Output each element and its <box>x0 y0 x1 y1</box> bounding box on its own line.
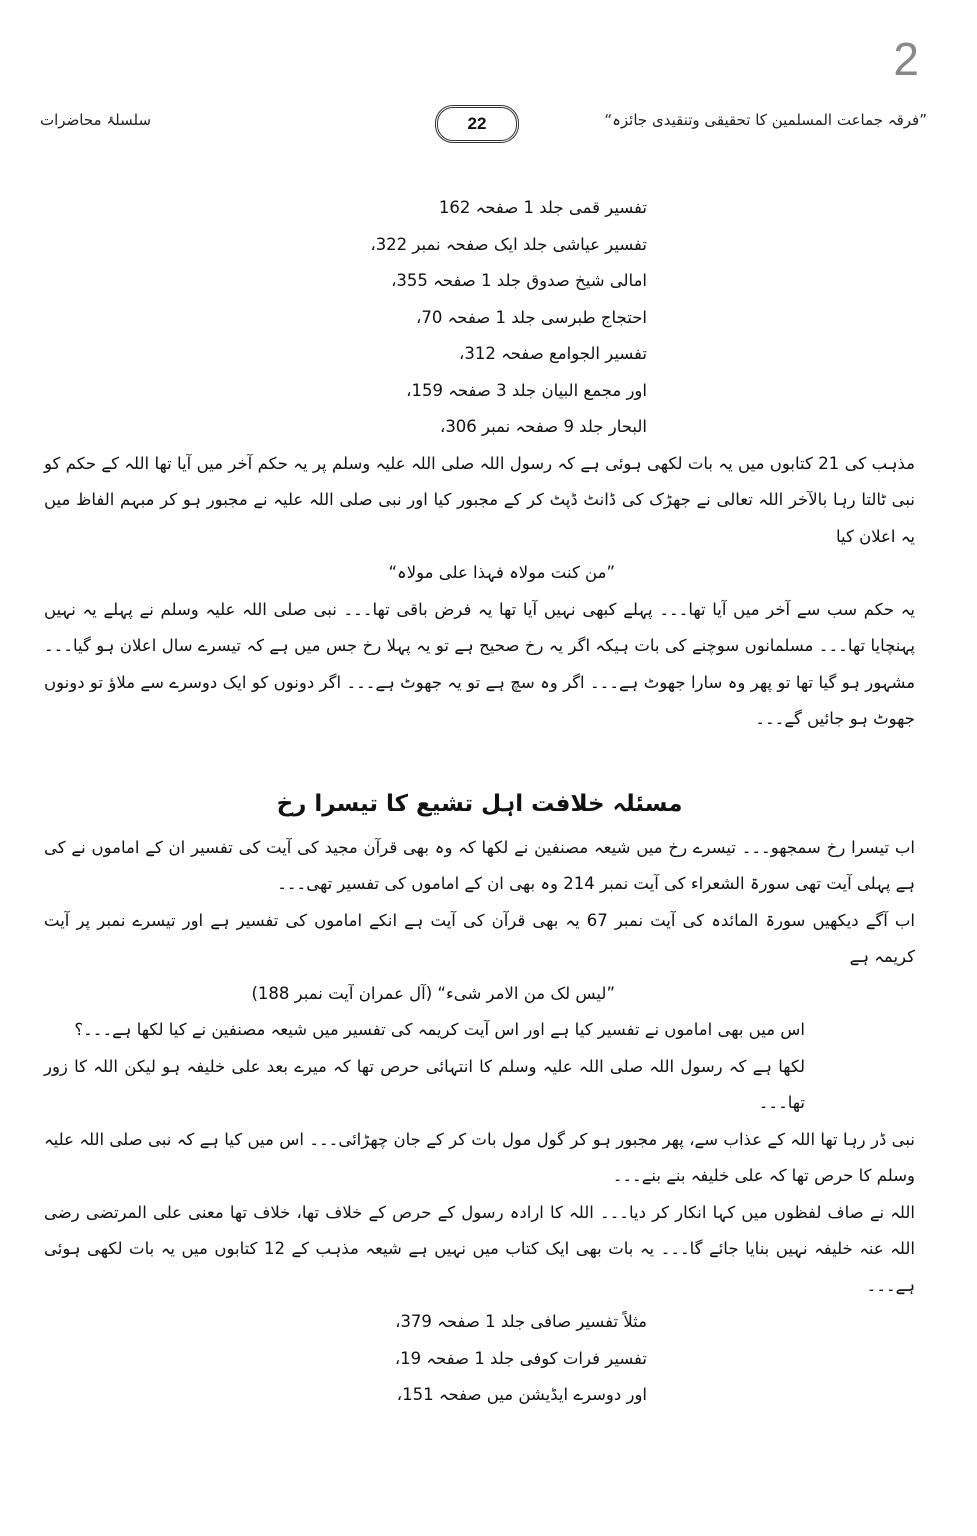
running-header <box>40 105 927 145</box>
reference-line: احتجاج طبرسی جلد 1 صفحہ 70، <box>416 307 647 327</box>
reference-line: تفسیر عیاشی جلد ایک صفحہ نمبر 322، <box>370 234 647 254</box>
reference-line: تفسیر الجوامع صفحہ 312، <box>459 344 647 363</box>
page-body <box>44 190 915 1414</box>
reference-line: امالی شیخ صدوق جلد 1 صفحہ 355، <box>391 271 647 290</box>
reference-line: تفسیر قمی جلد 1 صفحہ 162 <box>438 198 647 217</box>
paragraph: مذہب کی 21 کتابوں میں یہ بات لکھی ہوئی ہے کہ رسول اللہ صلی اللہ علیہ وسلم پر یہ حکم آخر میں آیا تھا اللہ کے حکم کو نبی ٹالتا رہا بالآخر اللہ تعالی نے جھڑک کی ڈانٹ ڈپٹ کر کے مجبور کیا اور نبی صلی اللہ علیہ نے مجبور ہو کر مبہم الفاظ میں یہ اعلان کیا <box>44 453 915 546</box>
reference-line: مثلاً تفسیر صافی جلد 1 صفحہ 379، <box>395 1312 647 1331</box>
quotation: ”لیس لک من الامر شیء“ (آل عمران آیت نمبر 188) <box>251 983 615 1003</box>
page-number-badge: 22 <box>435 105 519 143</box>
header-series-title: سلسلۂ محاضرات <box>40 111 152 129</box>
reference-line: اور مجمع البیان جلد 3 صفحہ 159، <box>406 380 647 400</box>
reference-line: اور دوسرے ایڈیشن میں صفحہ 151، <box>396 1385 647 1404</box>
quotation: ”من کنت مولاہ فہذا علی مولاہ“ <box>388 563 615 582</box>
section-heading: مسئلہ خلافت اہل تشیع کا تیسرا رخ <box>276 790 683 817</box>
page-marker: 2 <box>893 33 919 85</box>
header-book-title: ”فرقہ جماعت المسلمین کا تحقیقی وتنقیدی جائزہ“ <box>604 111 927 129</box>
paragraph: اس میں بھی اماموں نے تفسیر کیا ہے اور اس آیت کریمہ کی تفسیر میں شیعہ مصنفین نے کیا لکھا ہے۔۔۔؟ <box>74 1020 805 1039</box>
paragraph: اللہ نے صاف لفظوں میں کہا انکار کر دیا۔۔۔ اللہ کا ارادہ رسول کے حرص کے خلاف تھا، خلاف تھا معنی علی المرتضی رضی اللہ عنہ خلیفہ نہیں بنایا جائے گا۔۔۔ یہ بات بھی ایک کتاب میں نہیں ہے شیعہ مذہب کے 12 کتابوں میں یہ بات لکھی ہوئی ہے۔۔۔ <box>44 1202 915 1295</box>
paragraph: اب آگے دیکھیں سورۃ المائدہ کی آیت نمبر 67 یہ بھی قرآن کی آیت ہے انکے اماموں کی تفسیر ہے اور تیسرے نمبر پر آیت کریمہ ہے <box>44 910 915 966</box>
paragraph: یہ حکم سب سے آخر میں آیا تھا۔۔۔ پہلے کبھی نہیں آیا تھا یہ فرض باقی تھا۔۔۔ نبی صلی اللہ علیہ وسلم نے پہلے یہ نہیں پہنچایا تھا۔۔۔ مسلمانوں سوچنے کی بات ہیکہ اگر یہ رخ صحیح ہے تو یہ پہلا رخ جس میں ہے کہ تیسرے سال اعلان ہو گیا۔۔۔ مشہور ہو گیا تھا تو پھر وہ سارا جھوٹ ہے۔۔۔ اگر وہ سچ ہے تو یہ جھوٹ ہے۔۔۔ اگر دونوں کو ایک دوسرے سے ملاؤ تو دونوں جھوٹ ہو جائیں گے۔۔۔ <box>44 599 915 728</box>
paragraph: اب تیسرا رخ سمجھو۔۔۔ تیسرے رخ میں شیعہ مصنفین نے لکھا کہ وہ بھی قرآن مجید کی آیت کی تفسیر ان کے اماموں نے کی ہے پہلی آیت تھی سورۃ الشعراء کی آیت نمبر 214 وہ بھی ان کے اماموں کی تفسیر تھی۔۔۔ <box>44 837 915 893</box>
reference-line: تفسیر فرات کوفی جلد 1 صفحہ 19، <box>394 1348 647 1368</box>
paragraph: نبی ڈر رہا تھا اللہ کے عذاب سے، پھر مجبور ہو کر گول مول بات کر کے جان چھڑائی۔۔۔ اس میں کیا ہے کہ نبی صلی اللہ علیہ وسلم کا حرص تھا کہ علی خلیفہ بنے بنے۔۔۔ <box>44 1129 915 1185</box>
paragraph: لکھا ہے کہ رسول اللہ صلی اللہ علیہ وسلم کا انتہائی حرص تھا کہ میرے بعد علی خلیفہ ہو لیکن اللہ کا زور تھا۔۔۔ <box>44 1056 805 1112</box>
reference-line: البحار جلد 9 صفحہ نمبر 306، <box>439 417 647 436</box>
